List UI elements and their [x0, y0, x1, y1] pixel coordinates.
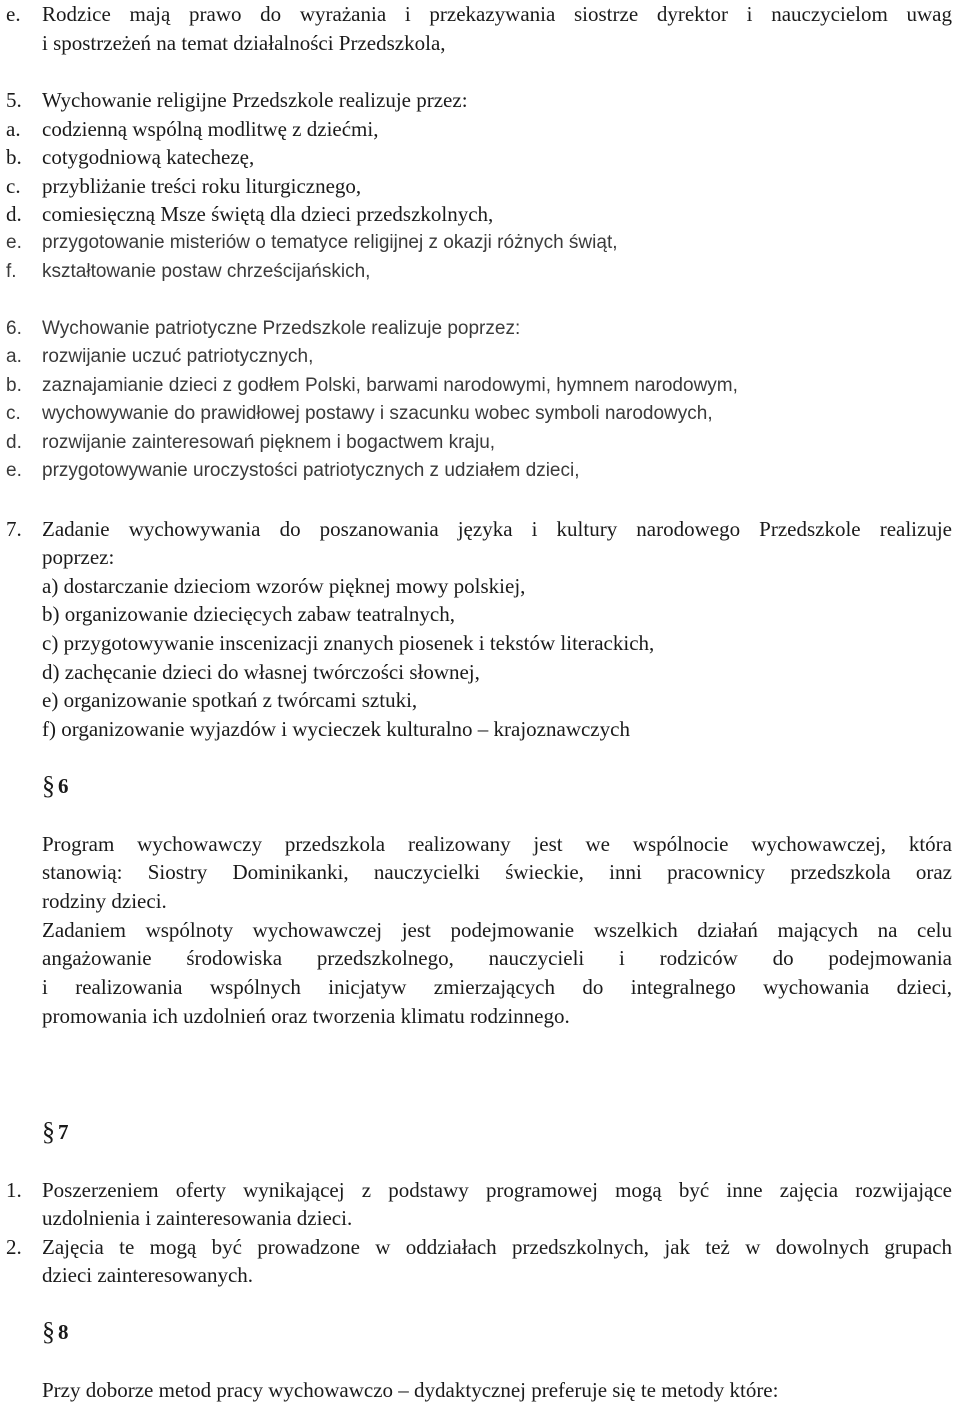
item-label: c.: [6, 174, 21, 198]
item-text: cotygodniową katechezę,: [42, 145, 255, 169]
section-number: 7: [58, 1120, 69, 1144]
paragraph-line: rodziny dzieci.: [42, 889, 167, 913]
section-sign: §: [42, 1317, 55, 1346]
list-item: [0, 200, 952, 228]
list-item: b) organizowanie dziecięcych zabaw teatralnych,: [42, 602, 455, 626]
list-item: c) przygotowywanie inscenizacji znanych piosenek i tekstów literackich,: [42, 631, 655, 655]
paragraph-line: Program wychowawczy przedszkola realizowany jest we wspólnocie wychowawczej, która: [42, 832, 952, 856]
item-text: zaznajamianie dzieci z godłem Polski, barwami narodowymi, hymnem narodowym,: [42, 375, 738, 396]
list-item: f) organizowanie wyjazdów i wycieczek kulturalno – krajoznawczych: [42, 717, 630, 741]
point-number: 5.: [6, 88, 22, 112]
item-label: 1.: [6, 1178, 22, 1202]
paragraph-line: i realizowania wspólnych inicjatyw zmierzających do integralnego wychowania dzieci,: [42, 975, 952, 999]
paragraph-line: promowania ich uzdolnień oraz tworzenia klimatu rodzinnego.: [42, 1004, 570, 1028]
point-number: 7.: [6, 517, 22, 541]
list-item: [0, 400, 952, 428]
list-item-continuation: dzieci zainteresowanych.: [42, 1263, 254, 1287]
point-heading: [0, 86, 952, 114]
list-item: [0, 343, 952, 371]
section-number: 6: [58, 774, 69, 798]
item-text: i spostrzeżeń na temat działalności Przedszkola,: [42, 31, 446, 55]
item-label: c.: [6, 403, 21, 424]
paragraph-line: angażowanie środowiska przedszkolnego, nauczycieli i rodziców do podejmowania: [42, 946, 952, 970]
list-item: a) dostarczanie dzieciom wzorów pięknej mowy polskiej,: [42, 574, 526, 598]
item-label: e.: [6, 232, 22, 253]
point-heading-text: Wychowanie religijne Przedszkole realizuje przez:: [42, 88, 468, 112]
list-item: [0, 1233, 952, 1261]
list-item: [0, 172, 952, 200]
item-label: d.: [6, 202, 22, 226]
item-label: e.: [6, 460, 22, 481]
point-heading-text: Wychowanie patriotyczne Przedszkole realizuje poprzez:: [42, 318, 521, 339]
item-text: Poszerzeniem oferty wynikającej z podstawy programowej mogą być inne zajęcia rozwijające: [42, 1178, 952, 1202]
section-heading: [42, 772, 69, 800]
list-item: [0, 143, 952, 171]
list-item: [0, 429, 952, 457]
list-item-continuation: [0, 29, 952, 57]
item-text: rozwijanie zainteresowań pięknem i bogactwem kraju,: [42, 432, 496, 453]
item-label: f.: [6, 261, 17, 282]
item-label: d.: [6, 432, 22, 453]
list-item: [0, 1176, 952, 1204]
section-heading: [42, 1118, 69, 1146]
point-number: 6.: [6, 318, 22, 339]
item-text: wychowywanie do prawidłowej postawy i szacunku wobec symboli narodowych,: [42, 403, 713, 424]
point-heading: [0, 315, 952, 343]
point-heading-text: Zadanie wychowywania do poszanowania języka i kultury narodowego Przedszkole realizuje: [42, 517, 952, 541]
item-label: b.: [6, 375, 22, 396]
item-label: 2.: [6, 1235, 22, 1259]
item-text: codzienną wspólną modlitwę z dziećmi,: [42, 117, 379, 141]
list-item: [0, 0, 952, 28]
paragraph-line: Przy doborze metod pracy wychowawczo – dydaktycznej preferuje się te metody które:: [42, 1378, 779, 1402]
item-label: a.: [6, 117, 21, 141]
item-text: rozwijanie uczuć patriotycznych,: [42, 346, 314, 367]
section-heading: [42, 1318, 69, 1346]
item-label: a.: [6, 346, 22, 367]
paragraph-line: stanowią: Siostry Dominikanki, nauczycielki świeckie, inni pracownicy przedszkola oraz: [42, 860, 952, 884]
list-item-continuation: uzdolnienia i zainteresowania dzieci.: [42, 1206, 353, 1230]
point-heading: [0, 515, 952, 543]
item-text: Zajęcia te mogą być prowadzone w oddziałach przedszkolnych, jak też w dowolnych grupach: [42, 1235, 952, 1259]
list-item: [0, 229, 952, 257]
point-heading-continuation: poprzez:: [42, 545, 115, 569]
item-text: przygotowywanie uroczystości patriotycznych z udziałem dzieci,: [42, 460, 580, 481]
item-text: kształtowanie postaw chrześcijańskich,: [42, 261, 371, 282]
list-item: [0, 372, 952, 400]
item-text: przygotowanie misteriów o tematyce religijnej z okazji różnych świąt,: [42, 232, 618, 253]
section-number: 8: [58, 1320, 69, 1344]
section-sign: §: [42, 1117, 55, 1146]
list-item: [0, 258, 952, 286]
item-text: przybliżanie treści roku liturgicznego,: [42, 174, 362, 198]
list-item: d) zachęcanie dzieci do własnej twórczości słownej,: [42, 660, 480, 684]
list-item: [0, 115, 952, 143]
section-sign: §: [42, 771, 55, 800]
list-item: e) organizowanie spotkań z twórcami sztuki,: [42, 688, 418, 712]
item-text: Rodzice mają prawo do wyrażania i przekazywania siostrze dyrektor i nauczycielom uwag: [42, 2, 952, 26]
item-label: e.: [6, 2, 21, 26]
paragraph-line: Zadaniem wspólnoty wychowawczej jest podejmowanie wszelkich działań mających na celu: [42, 918, 952, 942]
item-text: comiesięczną Msze świętą dla dzieci przedszkolnych,: [42, 202, 494, 226]
list-item: [0, 457, 952, 485]
item-label: b.: [6, 145, 22, 169]
